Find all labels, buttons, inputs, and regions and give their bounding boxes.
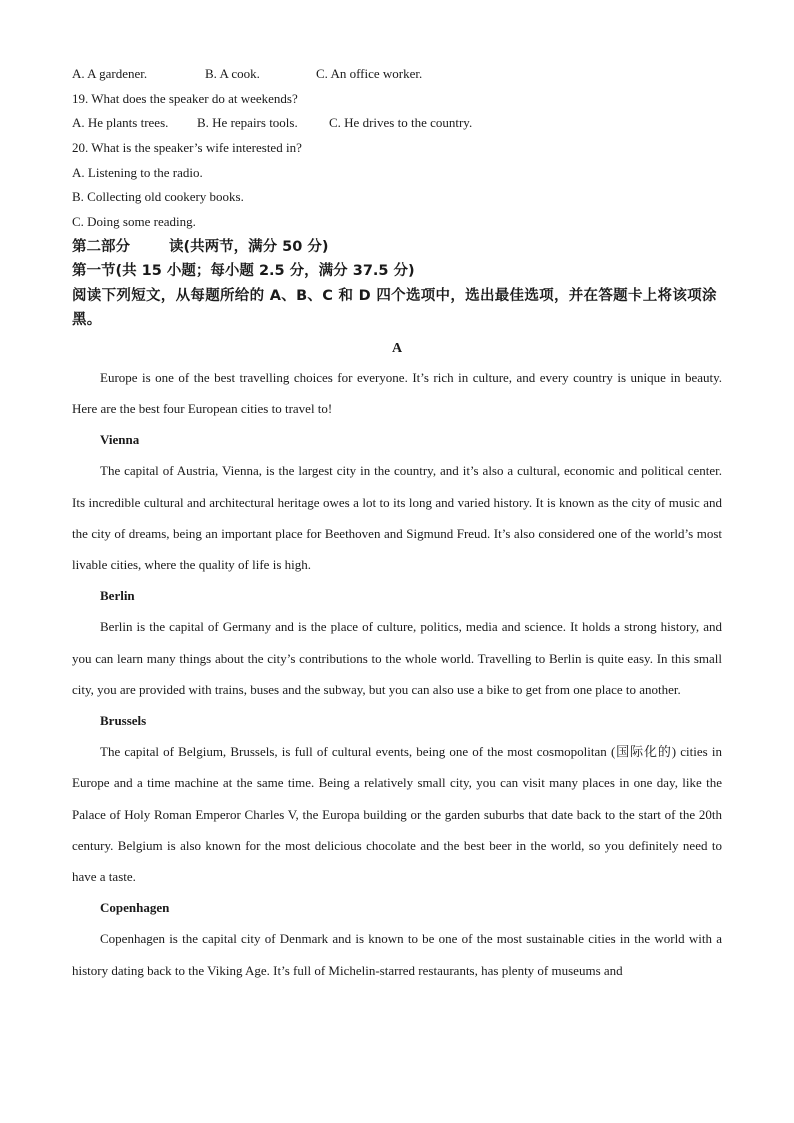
q19-options — [72, 111, 722, 136]
q19-option-a: A. He plants trees. — [72, 115, 169, 131]
part-heading — [72, 235, 722, 260]
q20-question: 20. What is the speaker’s wife interested in? — [72, 140, 302, 156]
city-heading-berlin: Berlin — [100, 588, 135, 604]
part-subtitle: 读(共两节，满分 50 分) — [169, 238, 329, 255]
q20-option-a: A. Listening to the radio. — [72, 164, 203, 180]
q18-option-c: C. An office worker. — [316, 66, 423, 81]
q19-option-c: C. He drives to the country. — [329, 115, 473, 131]
city-paragraph-brussels: The capital of Belgium, Brussels, is full of cultural events, being one of the most cosmopolitan (国际化的) cities in Europe and a time machine at the same time. Being a relatively small city, you can visit many places in one day, like the Palace of Holy Roman Emperor Charles V, the Europa building or the garden suburbs that date back to the start of the 20th century. Belgium is also known for the most delicious chocolate and the best beer in the world, so you definitely need to have a taste. — [72, 744, 722, 885]
q18-options — [72, 62, 722, 87]
q18-option-b: B. A cook. — [205, 66, 260, 81]
passage-intro: Europe is one of the best travelling choices for everyone. It’s rich in culture, and every country is unique in beauty. Here are the best four European cities to travel to! — [72, 369, 722, 417]
part-title: 第二部分 — [72, 238, 130, 255]
city-heading-copenhagen: Copenhagen — [100, 900, 170, 916]
page-content — [72, 62, 722, 986]
q20-option-b: B. Collecting old cookery books. — [72, 189, 244, 205]
section-title: 第一节(共 15 小题；每小题 2.5 分，满分 37.5 分) — [72, 263, 415, 280]
city-paragraph-berlin: Berlin is the capital of Germany and is the place of culture, politics, media and science. It holds a strong history, and you can learn many things about the city’s contributions to the whole world. Travelling to Berlin is quite easy. In this small city, you are provided with trains, buses and the subway, but you can also use a bike to get from one place to another. — [72, 619, 722, 697]
city-paragraph-copenhagen: Copenhagen is the capital city of Denmark and is known to be one of the most sustainable cities in the world with a history dating back to the Viking Age. It’s full of Michelin-starred restaurants, has plenty of museums and — [72, 931, 722, 978]
city-heading-vienna: Vienna — [100, 432, 140, 448]
city-paragraph-vienna: The capital of Austria, Vienna, is the largest city in the country, and it’s also a cultural, economic and political center. Its incredible cultural and architectural heritage owes a lot to its long and varied history. It is known as the city of music and the city of dreams, being an important place for Beethoven and Sigmund Freud. It’s also considered one of the world’s most livable cities, where the quality of life is high. — [72, 463, 722, 573]
section-instruction: 阅读下列短文，从每题所给的 A、B、C 和 D 四个选项中，选出最佳选项，并在答题卡上将该项涂黑。 — [72, 287, 717, 329]
q18-option-a: A. A gardener. — [72, 66, 148, 81]
city-heading-brussels: Brussels — [100, 713, 147, 729]
q19-option-b: B. He repairs tools. — [197, 115, 298, 131]
q19-question: 19. What does the speaker do at weekends? — [72, 90, 298, 106]
q20-option-c: C. Doing some reading. — [72, 214, 196, 230]
passage-label: A — [391, 340, 403, 356]
